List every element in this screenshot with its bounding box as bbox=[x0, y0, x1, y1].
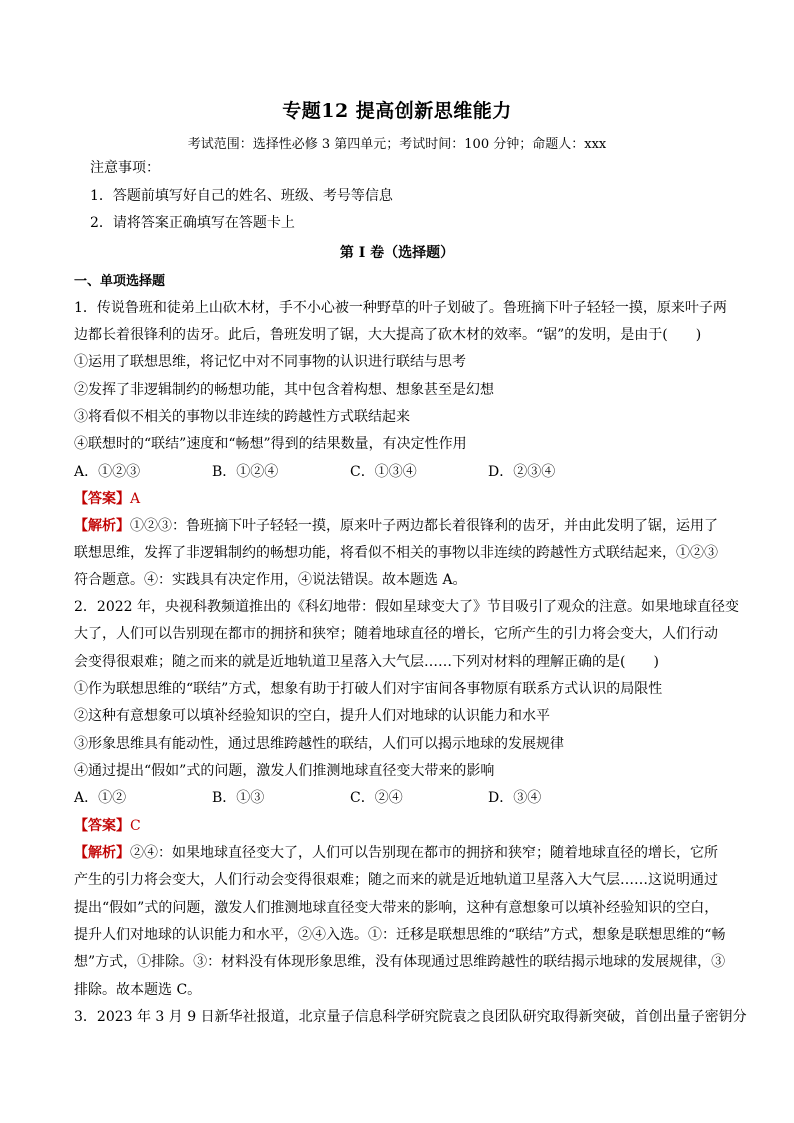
q1-option: ④联想时的“联结”速度和“畅想”得到的结果数量，有决定性作用 bbox=[74, 436, 467, 452]
q1-stem: 边都长着很锋利的齿牙。此后，鲁班发明了锯，大大提高了砍木材的效率。“锯”的发明，是由于( ) bbox=[74, 327, 702, 343]
answer-tag: 【答案】 bbox=[74, 491, 130, 507]
page-title: 专题12 提高创新思维能力 bbox=[282, 100, 512, 122]
q2-option: ②这种有意想象可以填补经验知识的空白，提升人们对地球的认识能力和水平 bbox=[74, 708, 550, 724]
choice-b: B．①③ bbox=[212, 790, 265, 806]
section-title: 第 I 卷（选择题） bbox=[339, 245, 455, 261]
q1-option: ①运用了联想思维，将记忆中对不同事物的认识进行联结与思考 bbox=[74, 354, 466, 370]
q2-stem: 会变得很艰难；随之而来的就是近地轨道卫星落入大气层……下列对材料的理解正确的是( ) bbox=[74, 654, 659, 670]
q3-stem: 3．2023 年 3 月 9 日新华社报道，北京量子信息科学研究院袁之良团队研究取得新突破，首创出量子密钥分 bbox=[74, 1009, 747, 1025]
choice-b: B．①②④ bbox=[212, 464, 279, 480]
answer-value: C bbox=[130, 818, 141, 834]
answer-tag: 【答案】 bbox=[74, 818, 130, 834]
part-heading: 一、单项选择题 bbox=[74, 274, 166, 289]
choice-d: D．③④ bbox=[488, 790, 542, 806]
choice-a: A．①②③ bbox=[74, 464, 141, 480]
analysis-text: ②④：如果地球直径变大了，人们可以告别现在都市的拥挤和狭窄；随着地球直径的增长，它所 bbox=[130, 845, 718, 861]
q2-analysis-line: 提升人们对地球的认识能力和水平，②④入选。①：迁移是联想思维的“联结”方式，想象是联想思维的“畅 bbox=[74, 927, 726, 943]
q2-analysis-line: 想”方式，①排除。③：材料没有体现形象思维，没有体现通过思维跨越性的联结揭示地球的发展规律，③ bbox=[74, 954, 726, 970]
q2-analysis-line: 排除。故本题选 C。 bbox=[74, 982, 202, 998]
choice-c: C．①③④ bbox=[350, 464, 417, 480]
q1-analysis bbox=[74, 516, 734, 536]
q2-choices bbox=[74, 788, 734, 808]
notice-item: 2．请将答案正确填写在答题卡上 bbox=[90, 215, 295, 231]
choice-a: A．①② bbox=[74, 790, 127, 806]
q2-stem: 大了，人们可以告别现在都市的拥挤和狭窄；随着地球直径的增长，它所产生的引力将会变大，人们行动 bbox=[74, 626, 718, 642]
q1-analysis-line: 联想思维，发挥了非逻辑制约的畅想功能，将看似不相关的事物以非连续的跨越性方式联结起来，①②③ bbox=[74, 545, 718, 561]
q1-choices bbox=[74, 462, 734, 482]
q2-option: ③形象思维具有能动性，通过思维跨越性的联结，人们可以揭示地球的发展规律 bbox=[74, 736, 564, 752]
q1-answer bbox=[74, 489, 734, 509]
analysis-tag: 【解析】 bbox=[74, 518, 130, 534]
answer-value: A bbox=[130, 491, 141, 507]
choice-d: D．②③④ bbox=[488, 464, 556, 480]
notice-heading: 注意事项： bbox=[90, 160, 160, 176]
q2-analysis-line: 提出“假如”式的问题，激发人们推测地球直径变大带来的影响，这种有意想象可以填补经验知识的空白， bbox=[74, 900, 719, 916]
q2-stem: 2．2022 年，央视科教频道推出的《科幻地带：假如星球变大了》节目吸引了观众的注意。如果地球直径变 bbox=[74, 599, 739, 615]
q1-option: ③将看似不相关的事物以非连续的跨越性方式联结起来 bbox=[74, 409, 410, 425]
analysis-text: ①②③：鲁班摘下叶子轻轻一摸，原来叶子两边都长着很锋利的齿牙，并由此发明了锯，运用了 bbox=[130, 518, 718, 534]
q1-analysis-line: 符合题意。④：实践具有决定作用，④说法错误。故本题选 A。 bbox=[74, 572, 467, 588]
q2-analysis bbox=[74, 843, 734, 863]
exam-info: 考试范围：选择性必修 3 第四单元；考试时间：100 分钟；命题人：xxx bbox=[187, 137, 607, 152]
q2-option: ④通过提出“假如”式的问题，激发人们推测地球直径变大带来的影响 bbox=[74, 763, 495, 779]
q1-stem: 1．传说鲁班和徒弟上山砍木材，手不小心被一种野草的叶子划破了。鲁班摘下叶子轻轻一摸，原来叶子两 bbox=[74, 300, 727, 316]
analysis-tag: 【解析】 bbox=[74, 845, 130, 861]
notice-item: 1．答题前填写好自己的姓名、班级、考号等信息 bbox=[90, 188, 393, 204]
choice-c: C．②④ bbox=[350, 790, 403, 806]
q2-option: ①作为联想思维的“联结”方式，想象有助于打破人们对宇宙间各事物原有联系方式认识的局限性 bbox=[74, 681, 663, 697]
q1-option: ②发挥了非逻辑制约的畅想功能，其中包含着构想、想象甚至是幻想 bbox=[74, 382, 494, 398]
q2-analysis-line: 产生的引力将会变大，人们行动会变得很艰难；随之而来的就是近地轨道卫星落入大气层……这说明通过 bbox=[74, 872, 718, 888]
q2-answer bbox=[74, 816, 734, 836]
